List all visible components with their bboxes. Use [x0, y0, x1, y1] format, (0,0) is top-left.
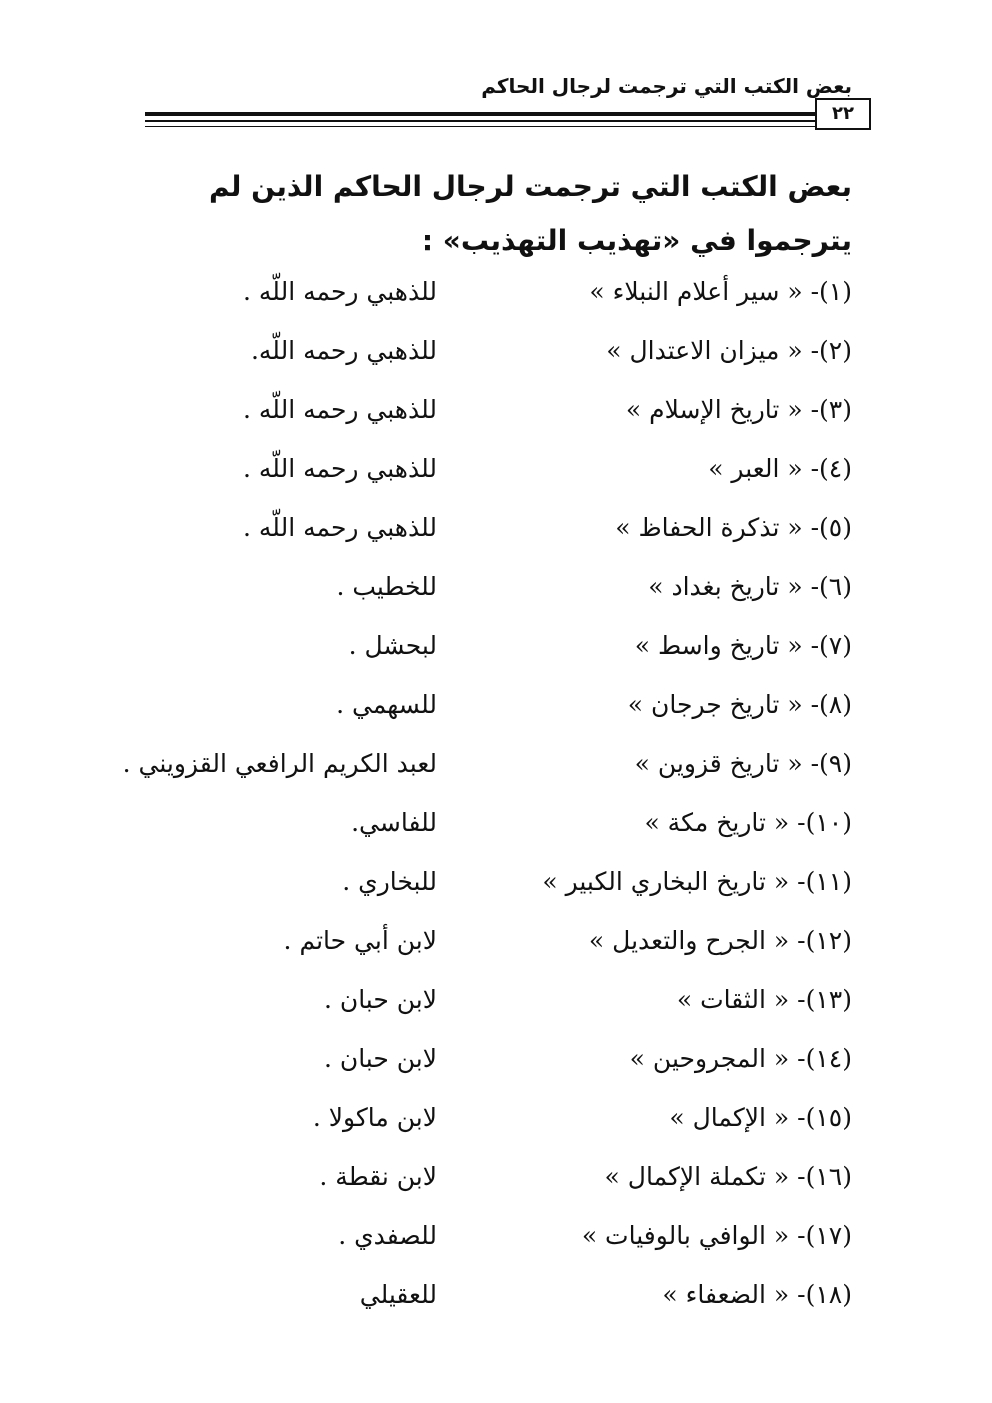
book-item-6 — [132, 567, 852, 625]
book-number: (٧)- — [810, 631, 852, 660]
book-author: لابن حبان . — [323, 1044, 437, 1073]
book-title — [472, 980, 852, 1020]
book-item-17 — [132, 1216, 852, 1274]
book-number: (١٨)- — [797, 1280, 852, 1309]
book-title — [472, 685, 852, 725]
book-item-10 — [132, 803, 852, 861]
book-author: لابن حبان . — [323, 985, 437, 1014]
book-title — [472, 449, 852, 489]
book-item-9 — [122, 744, 852, 802]
book-author: للفاسي. — [351, 808, 437, 837]
book-name: « تاريخ مكة » — [644, 808, 790, 837]
section-heading: بعض الكتب التي ترجمت لرجال الحاكم الذين لم يترجموا في «تهذيب التهذيب» : — [208, 170, 852, 257]
book-name: « الإكمال » — [669, 1103, 790, 1132]
book-author: للسهمي . — [336, 690, 437, 719]
book-title — [472, 921, 852, 961]
book-name: « الوافي بالوفيات » — [581, 1221, 790, 1250]
book-title — [472, 744, 852, 784]
book-title — [472, 626, 852, 666]
header-rule-thin — [145, 126, 815, 127]
book-author: للذهبي رحمه اللّه . — [243, 454, 437, 483]
book-item-2 — [132, 331, 852, 389]
book-number: (٩)- — [810, 749, 852, 778]
book-author: للذهبي رحمه اللّه . — [243, 277, 437, 306]
book-author: للذهبي رحمه اللّه . — [243, 513, 437, 542]
book-name: « تذكرة الحفاظ » — [615, 513, 803, 542]
book-title — [472, 1216, 852, 1256]
book-author: للبخاري . — [342, 867, 437, 896]
book-name: « المجروحين » — [629, 1044, 790, 1073]
book-number: (١٦)- — [797, 1162, 852, 1191]
book-author: لابن ماكولا . — [312, 1103, 437, 1132]
book-item-16 — [132, 1157, 852, 1215]
book-name: « تاريخ جرجان » — [627, 690, 803, 719]
book-name: « الجرح والتعديل » — [588, 926, 790, 955]
book-number: (١٠)- — [797, 808, 852, 837]
book-number: (١٧)- — [797, 1221, 852, 1250]
book-number: (٤)- — [810, 454, 852, 483]
book-item-12 — [132, 921, 852, 979]
book-title — [472, 508, 852, 548]
header-rule-medium — [145, 120, 815, 122]
book-author: للذهبي رحمه اللّه. — [250, 336, 437, 365]
book-number: (١٥)- — [797, 1103, 852, 1132]
book-name: « الثقات » — [676, 985, 790, 1014]
book-item-18 — [132, 1275, 852, 1333]
book-number: (١٤)- — [797, 1044, 852, 1073]
book-number: (٣)- — [810, 395, 852, 424]
book-title — [472, 272, 852, 312]
book-title — [472, 1098, 852, 1138]
book-item-11 — [132, 862, 852, 920]
book-title — [472, 567, 852, 607]
book-number: (١١)- — [797, 867, 852, 896]
running-header-title: بعض الكتب التي ترجمت لرجال الحاكم — [481, 74, 852, 98]
book-item-7 — [132, 626, 852, 684]
book-number: (١٢)- — [797, 926, 852, 955]
book-name: « الضعفاء » — [662, 1280, 790, 1309]
book-item-14 — [132, 1039, 852, 1097]
book-author: لبحشل . — [348, 631, 437, 660]
book-title — [472, 862, 852, 902]
book-title — [472, 390, 852, 430]
book-author: للعقيلي — [359, 1280, 437, 1309]
book-item-5 — [132, 508, 852, 566]
header-rule-thick — [145, 112, 815, 116]
book-name: « ميزان الاعتدال » — [606, 336, 803, 365]
book-item-8 — [132, 685, 852, 743]
book-name: « تاريخ قزوين » — [634, 749, 803, 778]
book-author: لعبد الكريم الرافعي القزويني . — [122, 749, 437, 778]
book-author: للخطيب . — [336, 572, 437, 601]
book-number: (٥)- — [810, 513, 852, 542]
book-item-4 — [132, 449, 852, 507]
book-name: « تاريخ البخاري الكبير » — [542, 867, 790, 896]
book-name: « سير أعلام النبلاء » — [589, 277, 803, 306]
book-name: « تكملة الإكمال » — [604, 1162, 790, 1191]
book-name: « العبر » — [708, 454, 803, 483]
book-title — [472, 1157, 852, 1197]
book-title — [472, 803, 852, 843]
book-author: لابن أبي حاتم . — [283, 926, 437, 955]
book-name: « تاريخ واسط » — [634, 631, 803, 660]
book-item-13 — [132, 980, 852, 1038]
book-number: (٢)- — [810, 336, 852, 365]
book-name: « تاريخ الإسلام » — [625, 395, 803, 424]
book-name: « تاريخ بغداد » — [648, 572, 803, 601]
book-item-15 — [132, 1098, 852, 1156]
book-number: (٨)- — [810, 690, 852, 719]
book-item-1 — [132, 272, 852, 330]
book-number: (٦)- — [810, 572, 852, 601]
book-author: للصفدي . — [338, 1221, 437, 1250]
book-number: (١٣)- — [797, 985, 852, 1014]
book-number: (١)- — [810, 277, 852, 306]
book-author: لابن نقطة . — [319, 1162, 437, 1191]
book-title — [472, 1275, 852, 1315]
book-item-3 — [132, 390, 852, 448]
book-title — [472, 331, 852, 371]
book-author: للذهبي رحمه اللّه . — [243, 395, 437, 424]
page-number-box: ٢٢ — [815, 98, 871, 130]
book-title — [472, 1039, 852, 1079]
